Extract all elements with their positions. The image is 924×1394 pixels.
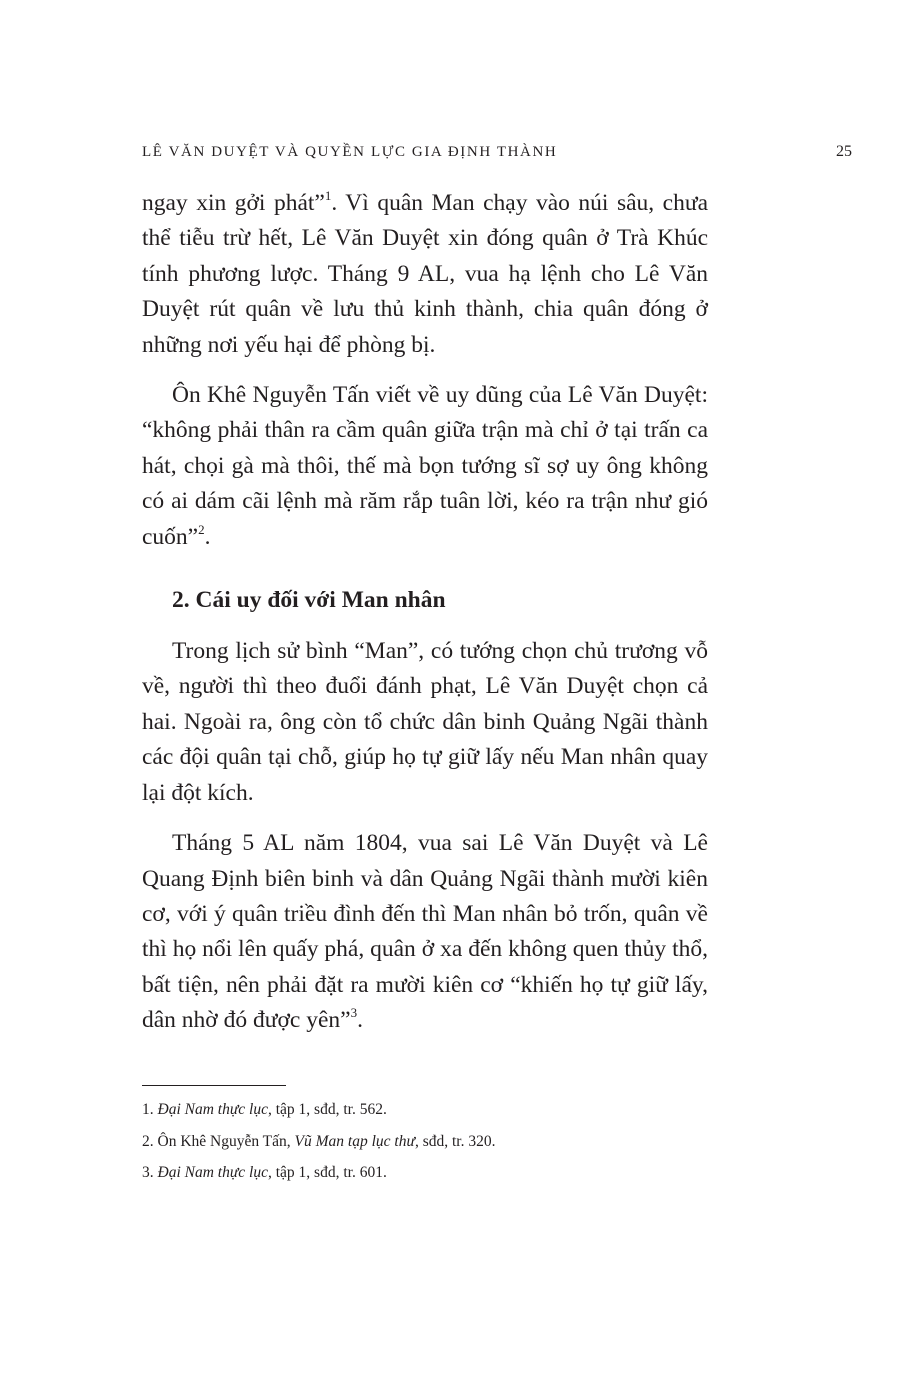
page-number: 25	[836, 143, 852, 160]
section-heading: 2. Cái uy đối với Man nhân	[172, 587, 446, 614]
paragraph-4-text: Tháng 5 AL năm 1804, vua sai Lê Văn Duyệt và Lê Quang Định biên binh và dân Quảng Ngãi thành mười kiên cơ, với ý quân triều đình đến thì Man nhân bỏ trốn, quân về thì họ nổi lên quấy phá, quân ở xa đến không quen thủy thổ, bất tiện, nên phải đặt ra mười kiên cơ “khiến họ tự giữ lấy, dân nhờ đó được yên”	[142, 830, 708, 1034]
footnote-3-title: Đại Nam thực lục	[157, 1164, 268, 1181]
footnote-2-title: Vũ Man tạp lục thư	[294, 1132, 415, 1150]
paragraph-4-text-cont: .	[357, 1007, 363, 1034]
footnote-2-number: 2.	[142, 1132, 158, 1150]
footnote-divider	[142, 1085, 286, 1086]
paragraph-1-text: ngay xin gởi phát”	[142, 190, 325, 216]
footnote-2-rest: , sđd, tr. 320.	[414, 1132, 496, 1150]
paragraph-2-text-cont: .	[204, 523, 211, 550]
footnote-1	[142, 1100, 708, 1120]
footnotes	[142, 1085, 708, 1195]
footnote-3-rest: , tập 1, sđd, tr. 601.	[267, 1164, 387, 1181]
body-text	[142, 186, 708, 1039]
paragraph-1	[142, 186, 708, 363]
paragraph-4	[142, 826, 708, 1038]
footnote-1-title: Đại Nam thực lục	[157, 1101, 268, 1118]
running-title: LÊ VĂN DUYỆT VÀ QUYỀN LỰC GIA ĐỊNH THÀNH	[142, 144, 558, 160]
footnote-1-number: 1.	[142, 1101, 158, 1118]
footnote-3-number: 3.	[142, 1164, 158, 1181]
footnote-3	[142, 1163, 708, 1183]
paragraph-1-text-cont: . Vì quân Man chạy vào núi sâu, chưa thể tiễu trừ hết, Lê Văn Duyệt xin đóng quân ở Trà Khúc tính phương lược. Tháng 9 AL, vua hạ lệnh cho Lê Văn Duyệt rút quân về lưu thủ kinh thành, chia quân đóng ở những nơi yếu hại để phòng bị.	[142, 190, 708, 358]
footnote-1-rest: , tập 1, sđd, tr. 562.	[267, 1101, 387, 1118]
footnote-ref-1: 1	[324, 188, 332, 204]
footnote-ref-3: 3	[350, 1005, 358, 1021]
footnote-2-author: Ôn Khê Nguyễn Tấn,	[157, 1132, 295, 1150]
paragraph-2	[142, 378, 708, 555]
footnote-2	[142, 1132, 708, 1152]
footnote-ref-2: 2	[198, 521, 205, 537]
paragraph-3	[142, 634, 708, 811]
paragraph-3-text: Trong lịch sử bình “Man”, có tướng chọn chủ trương vỗ về, người thì theo đuổi đánh phạt, Lê Văn Duyệt chọn cả hai. Ngoài ra, ông còn tổ chức dân binh Quảng Ngãi thành các đội quân tại chỗ, giúp họ tự giữ lấy nếu Man nhân quay lại đột kích.	[142, 638, 708, 806]
book-page	[142, 0, 852, 1394]
paragraph-2-text: Ôn Khê Nguyễn Tấn viết về uy dũng của Lê Văn Duyệt: “không phải thân ra cầm quân giữa trận mà chỉ ở tại trấn ca hát, chọi gà mà thôi, thế mà bọn tướng sĩ sợ uy ông không có ai dám cãi lệnh mà răm rắp tuân lời, kéo ra trận như gió cuốn”	[142, 382, 708, 550]
